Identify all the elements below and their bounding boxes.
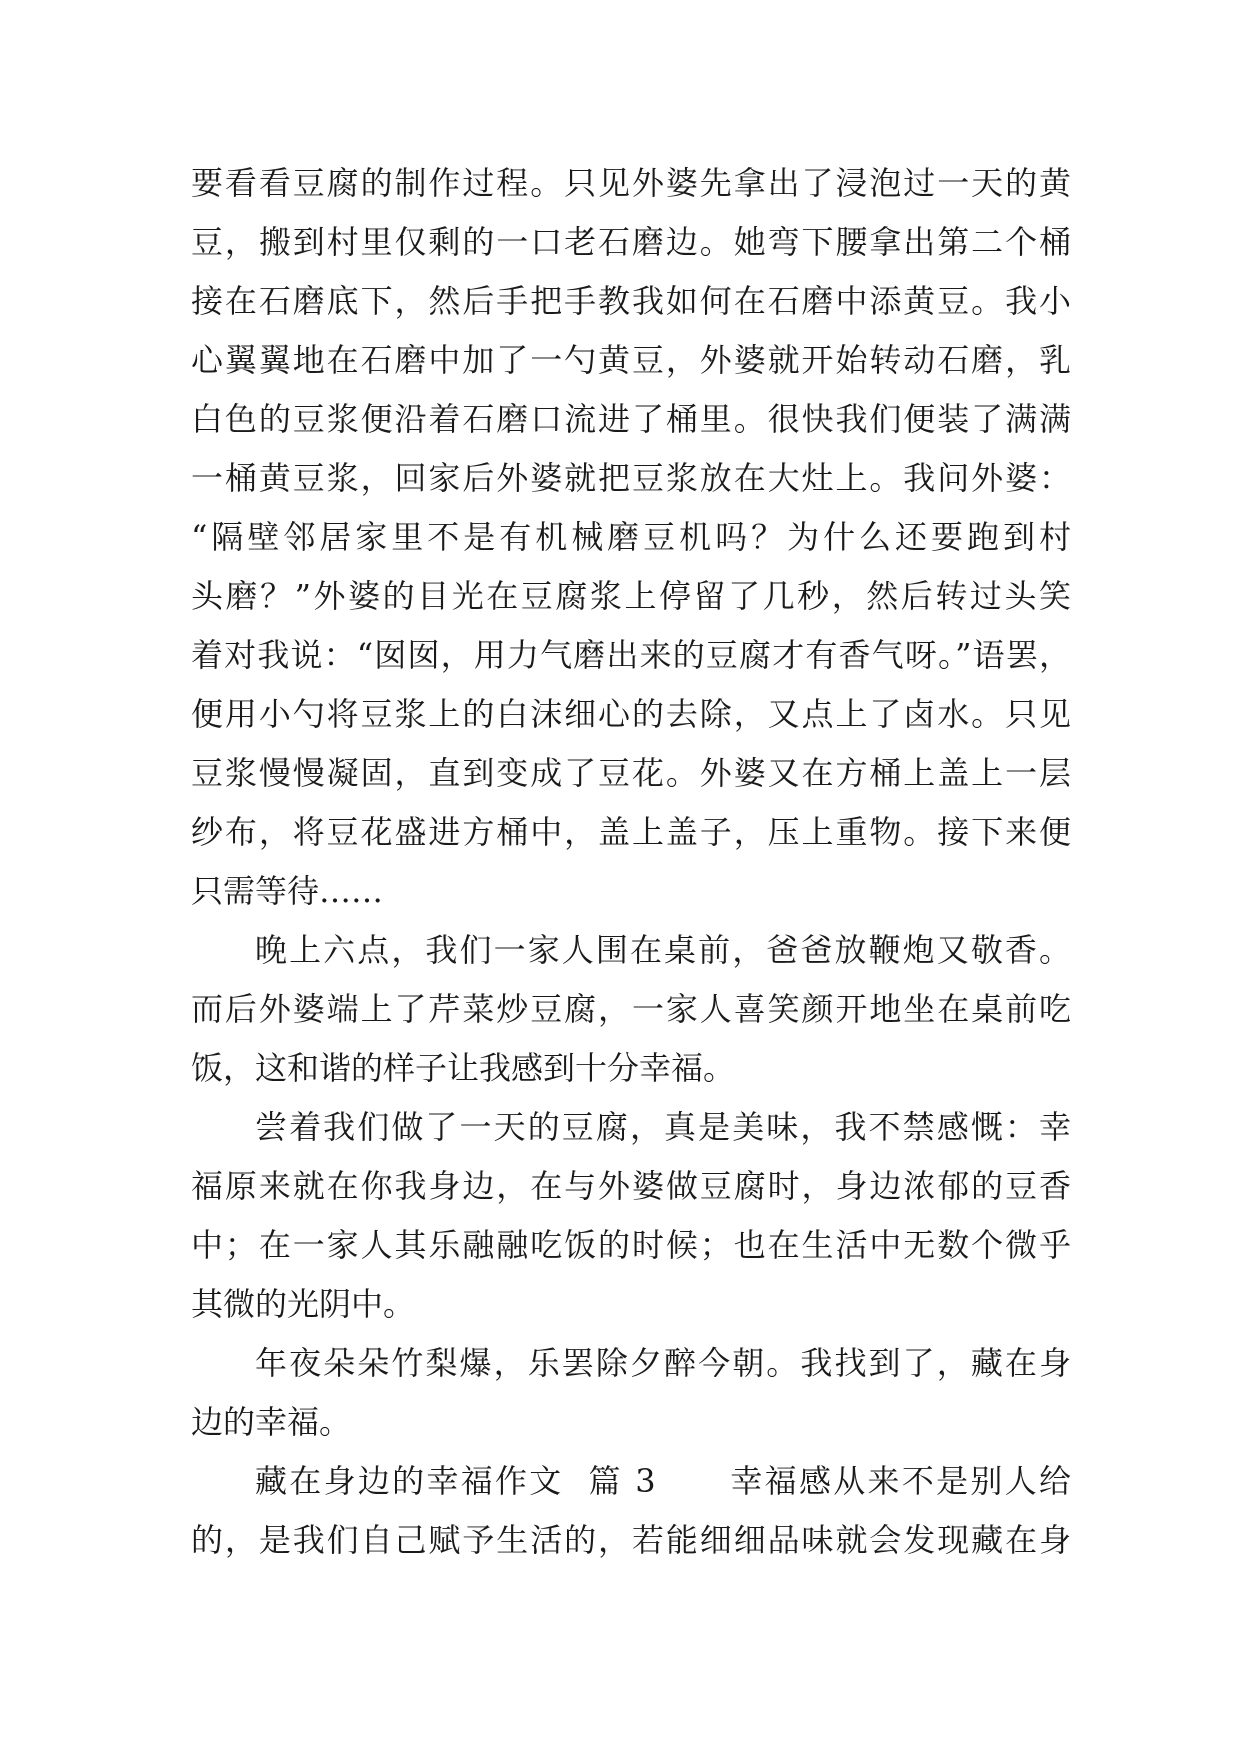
text-line: 尝着我们做了一天的豆腐，真是美味，我不禁感慨：幸 [255, 1108, 1071, 1146]
text-line: 接在石磨底下，然后手把手教我如何在石磨中添黄豆。我小 [191, 282, 1071, 320]
article-body [191, 154, 1071, 1570]
text-line: 一桶黄豆浆，回家后外婆就把豆浆放在大灶上。我问外婆： [191, 459, 1071, 497]
paragraph-reflection [191, 1098, 1071, 1334]
text-line: 饭，这和谐的样子让我感到十分幸福。 [191, 1049, 736, 1087]
text-line: 其微的光阴中。 [191, 1285, 416, 1323]
text-line: 头磨？”外婆的目光在豆腐浆上停留了几秒，然后转过头笑 [191, 577, 1071, 615]
paragraph-conclusion [191, 1334, 1071, 1452]
text-line: 只需等待…… [191, 872, 384, 910]
text-line: 晚上六点，我们一家人围在桌前，爸爸放鞭炮又敬香。 [255, 931, 1071, 969]
text-line: “隔壁邻居家里不是有机械磨豆机吗？为什么还要跑到村 [191, 518, 1071, 556]
text-line: 着对我说：“囡囡，用力气磨出来的豆腐才有香气呀。”语罢， [191, 636, 1071, 674]
text-line: 心翼翼地在石磨中加了一勺黄豆，外婆就开始转动石磨，乳 [191, 341, 1071, 379]
paragraph-family-dinner [191, 921, 1071, 1098]
text-line: 藏在身边的幸福作文 篇 3 幸福感从来不是别人给 [255, 1462, 1071, 1500]
text-line: 年夜朵朵竹梨爆，乐罢除夕醉今朝。我找到了，藏在身 [255, 1344, 1071, 1382]
text-line: 豆浆慢慢凝固，直到变成了豆花。外婆又在方桶上盖上一层 [191, 754, 1071, 792]
paragraph-tofu-making [191, 154, 1071, 921]
text-line: 纱布，将豆花盛进方桶中，盖上盖子，压上重物。接下来便 [191, 813, 1071, 851]
text-line: 中；在一家人其乐融融吃饭的时候；也在生活中无数个微乎 [191, 1226, 1071, 1264]
text-line: 要看看豆腐的制作过程。只见外婆先拿出了浸泡过一天的黄 [191, 164, 1071, 202]
text-line: 便用小勺将豆浆上的白沫细心的去除，又点上了卤水。只见 [191, 695, 1071, 733]
text-line: 的，是我们自己赋予生活的，若能细细品味就会发现藏在身 [191, 1521, 1071, 1559]
text-line: 白色的豆浆便沿着石磨口流进了桶里。很快我们便装了满满 [191, 400, 1071, 438]
text-line: 而后外婆端上了芹菜炒豆腐，一家人喜笑颜开地坐在桌前吃 [191, 990, 1071, 1028]
text-line: 豆，搬到村里仅剩的一口老石磨边。她弯下腰拿出第二个桶 [191, 223, 1071, 261]
paragraph-essay-3-start [191, 1452, 1071, 1570]
text-line: 边的幸福。 [191, 1403, 352, 1441]
text-line: 福原来就在你我身边，在与外婆做豆腐时，身边浓郁的豆香 [191, 1167, 1071, 1205]
